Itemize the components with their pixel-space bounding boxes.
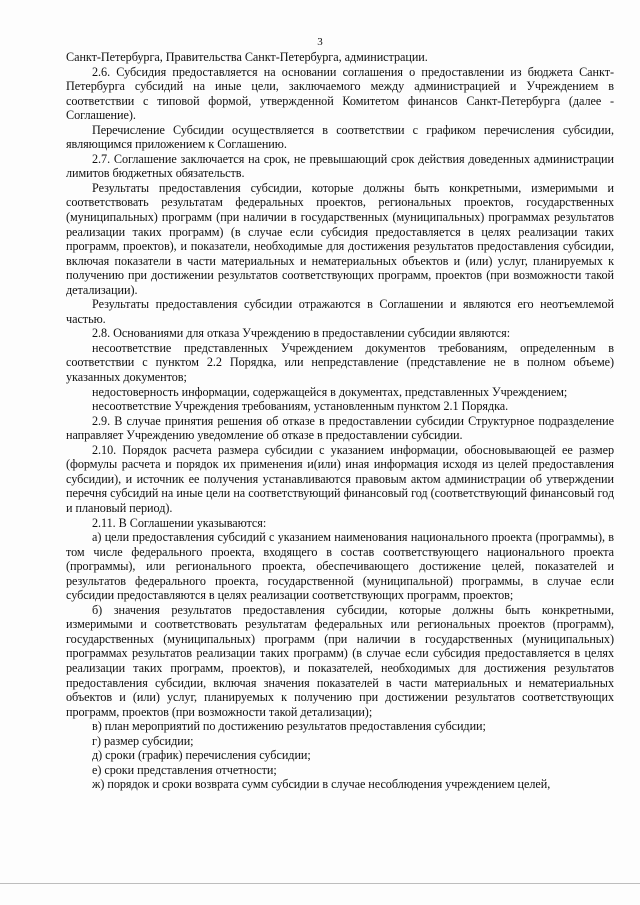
paragraph-item-a: а) цели предоставления субсидий с указанием наименования национального проекта (программы), в том числе федерального проекта, входящего в состав соответствующего национального проекта (программы), или регионального проекта, обеспечивающего достижение целей, показателей и результатов федерального проекта, государственной (муниципальной) программы, в случае если субсидии предоставляются в целях реализации соответствующих программ, проектов; [66,530,614,603]
paragraph-item-zh: ж) порядок и сроки возврата сумм субсидии в случае несоблюдения учреждением целей, [92,777,551,792]
paragraph-item-g: г) размер субсидии; [92,733,194,748]
paragraph-item-v: в) план мероприятий по достижению результатов предоставления субсидии; [92,719,486,734]
paragraph-results: Результаты предоставления субсидии, которые должны быть конкретными, измеримыми и соответствовать результатам федеральных проектов, региональных проектов, государственных (муниципальных) программ (при наличии в государственных (муниципальных) программах результатов реализации таких программ) (в случае если субсидия предоставляется в целях реализации таких программ, проектов), и показатели, необходимые для достижения результатов предоставления субсидии, включая показатели в части материальных и нематериальных объектов и (или) услуг, планируемых к получению при достижении результатов соответствующих программ, проектов (при возможности такой детализации). [66,180,614,297]
paragraph-item-e: е) сроки представления отчетности; [92,762,277,777]
paragraph-refusal-reason-2: недостоверность информации, содержащейся в документах, представленных Учреждением; [92,384,568,399]
paragraph-continuation: Санкт-Петербурга, Правительства Санкт-Петербурга, администрации. [66,50,428,64]
paragraph-results-reflected: Результаты предоставления субсидии отражаются в Соглашении и являются его неотъемлемой частью. [66,297,614,326]
page-number: 3 [317,36,323,48]
document-body [66,50,614,792]
paragraph-refusal-reason-3: несоответствие Учреждения требованиям, установленным пунктом 2.1 Порядка. [92,399,509,414]
paragraph-refusal-reason-1: несоответствие представленных Учреждением документов требованиям, определенным в соответствии с пунктом 2.2 Порядка, или непредставление (представление не в полном объеме) указанных документов; [66,340,614,385]
paragraph-2-6: 2.6. Субсидия предоставляется на основании соглашения о предоставлении из бюджета Санкт-Петербурга субсидий на иные цели, заключаемого между администрацией и Учреждением в соответствии с типовой формой, утвержденной Комитетом финансов Санкт-Петербурга (далее - Соглашение). [66,64,614,123]
paragraph-item-b: б) значения результатов предоставления субсидии, которые должны быть конкретными, измеримыми и соответствовать результатам федеральных или региональных проектов (программ), государственных (муниципальных) программ (при наличии в государственных (муниципальных) программах результатов реализации таких программ) (в случае если субсидия предоставляется в целях реализации таких программ, проектов), и показателей, необходимых для достижения результатов предоставления субсидии, включая значения показателей в части материальных и нематериальных объектов и (или) услуг, планируемых к получению при достижении результатов соответствующих программ, проектов (при возможности такой детализации); [66,602,614,719]
paragraph-2-9: 2.9. В случае принятия решения об отказе в предоставлении субсидии Структурное подразделение направляет Учреждению уведомление об отказе в предоставлении субсидии. [66,413,614,443]
paragraph-transfer-schedule: Перечисление Субсидии осуществляется в соответствии с графиком перечисления субсидии, являющимся приложением к Соглашению. [66,122,614,152]
paragraph-item-d: д) сроки (график) перечисления субсидии; [92,748,311,763]
paragraph-2-7: 2.7. Соглашение заключается на срок, не превышающий срок действия доведенных администрации лимитов бюджетных обязательств. [66,151,614,181]
paragraph-2-11: 2.11. В Соглашении указываются: [92,515,267,530]
paragraph-2-8: 2.8. Основаниями для отказа Учреждению в предоставлении субсидии являются: [92,326,511,341]
scan-bottom-edge [0,883,640,884]
paragraph-2-10: 2.10. Порядок расчета размера субсидии с указанием информации, обосновывающей ее размер (формулы расчета и порядок их применения и(или) иная информация исходя из целей предоставления субсидии), и источник ее получения устанавливаются правовым актом администрации об утверждении перечня субсидий на иные цели на соответствующий финансовый год (соответствующий финансовый год и плановый период). [66,442,614,515]
